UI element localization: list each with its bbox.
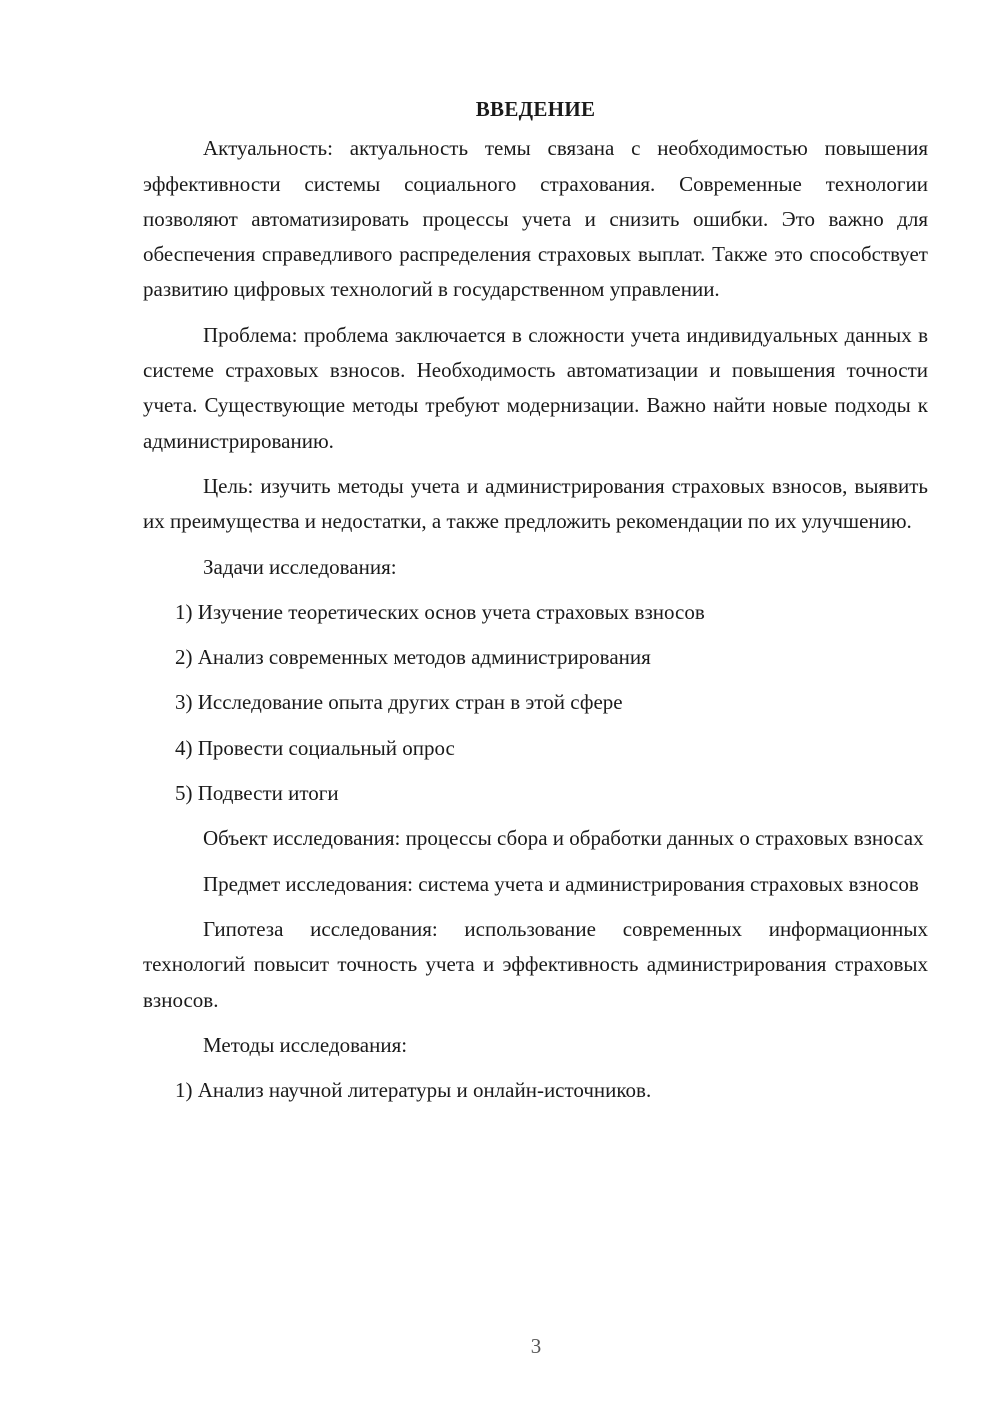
relevance-paragraph: Актуальность: актуальность темы связана с необходимостью повышения эффективности системы социального страхования. Современные технологии позволяют автоматизировать процессы учета и снизить ошибки. Это важно для обеспечения справедливого распределения страховых выплат. Также это способствует развитию цифровых технологий в государственном управлении. [143, 136, 928, 302]
task-item: 5) Подвести итоги [175, 781, 339, 806]
problem-paragraph: Проблема: проблема заключается в сложности учета индивидуальных данных в системе страховых взносов. Необходимость автоматизации и повышения точности учета. Существующие методы требуют модернизации. Важно найти новые подходы к администрированию. [143, 322, 928, 453]
section-title: ВВЕДЕНИЕ [475, 97, 596, 121]
object-paragraph: Объект исследования: процессы сбора и обработки данных о страховых взносах [203, 826, 924, 851]
tasks-heading: Задачи исследования: [203, 554, 397, 579]
goal-paragraph: Цель: изучить методы учета и администрирования страховых взносов, выявить их преимущества и недостатки, а также предложить рекомендации по их улучшению. [143, 473, 928, 534]
document-page [143, 92, 928, 1118]
task-item: 3) Исследование опыта других стран в этой сфере [175, 690, 623, 715]
hypothesis-paragraph: Гипотеза исследования: использование современных информационных технологий повысит точность учета и эффективность администрирования страховых взносов. [143, 916, 928, 1012]
task-item: 2) Анализ современных методов администрирования [175, 645, 651, 670]
methods-heading: Методы исследования: [203, 1032, 408, 1057]
page-number: 3 [530, 1334, 542, 1358]
task-item: 4) Провести социальный опрос [175, 735, 455, 760]
task-item: 1) Изучение теоретических основ учета страховых взносов [175, 599, 705, 624]
subject-paragraph: Предмет исследования: система учета и администрирования страховых взносов [203, 871, 919, 896]
method-item: 1) Анализ научной литературы и онлайн-источников. [175, 1078, 652, 1103]
